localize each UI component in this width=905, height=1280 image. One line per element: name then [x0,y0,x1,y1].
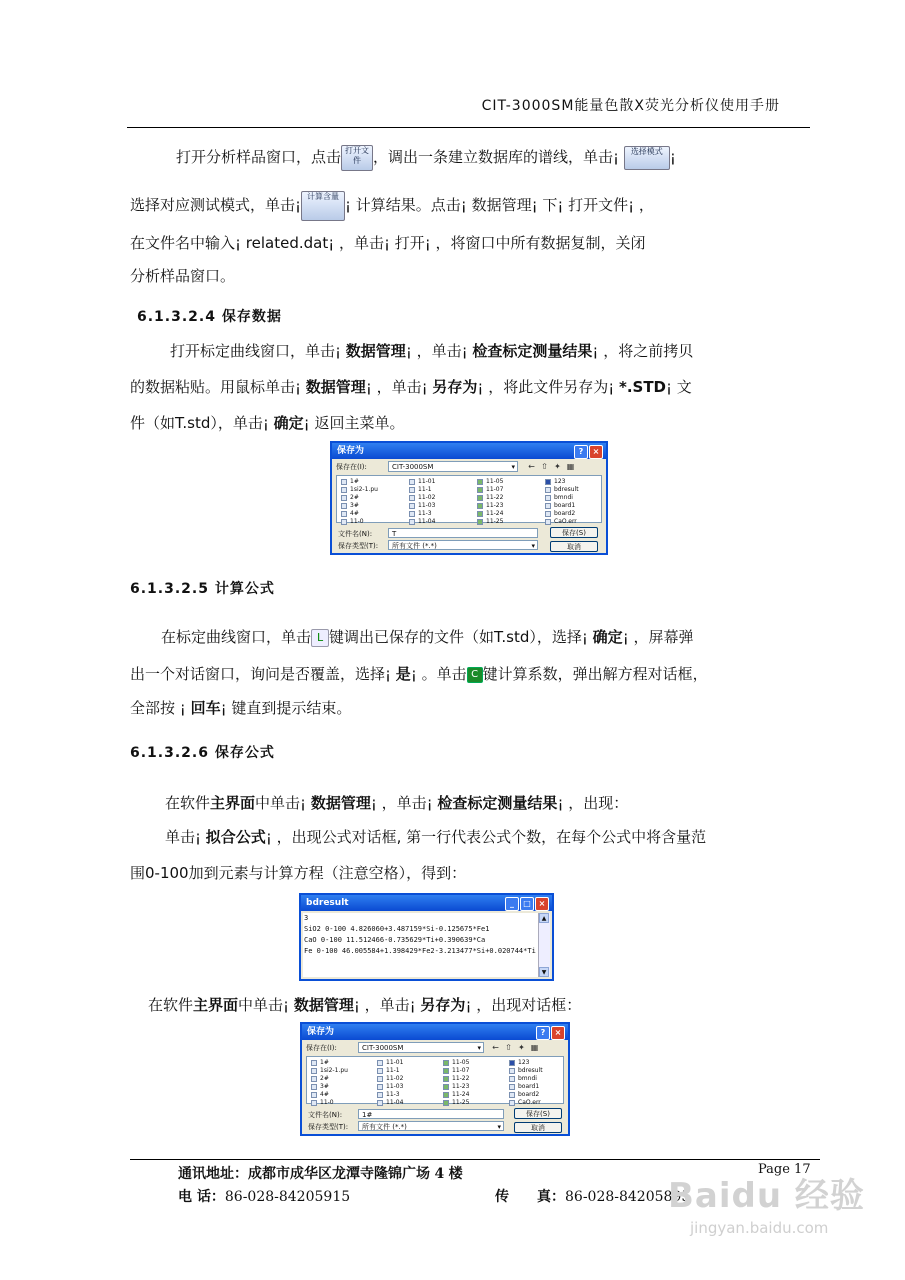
file-icon [477,479,483,485]
file-name: 11-24 [486,510,504,517]
baidu-watermark-url: jingyan.baidu.com [690,1219,829,1237]
file-icon [443,1060,449,1066]
text: 中单击¡ [255,794,311,812]
file-name: 11-02 [418,494,436,501]
filetype-select[interactable] [388,540,538,550]
file-name: 11-03 [418,502,436,509]
text: 确定 [273,414,304,432]
file-column-4 [545,478,579,526]
file-icon [443,1076,449,1082]
text: ¡ ，单击¡ [370,794,438,812]
sec2-line3 [130,693,820,723]
file-name: 11-25 [486,518,504,525]
list-item[interactable] [311,1083,348,1091]
file-name: 3# [350,502,359,509]
sec3-line1 [165,788,825,818]
list-item[interactable] [311,1067,348,1075]
up-folder-icon[interactable]: ⇧ [505,1043,512,1052]
list-item[interactable] [545,494,579,502]
formula-line: Fe 0-100 46.005584+1.398429*Fe2-3.213477*Si+0.020744*Ti [304,947,536,955]
file-name: 11-22 [486,494,504,501]
section-heading-save-formula: 6.1.3.2.6 保存公式 [130,745,275,761]
save-as-dialog [330,441,608,555]
sec2-line2 [130,659,820,689]
list-item[interactable] [443,1067,469,1075]
file-name: 11-1 [386,1067,400,1074]
file-name: 11-3 [386,1091,400,1098]
file-name: 11-04 [386,1099,404,1106]
text: 全部按 ¡ [130,699,191,717]
file-name: 123 [518,1059,530,1066]
text: ¡ 返回主菜单。 [303,414,405,432]
text: 打开标定曲线窗口，单击¡ [170,342,346,360]
text: *.STD [618,378,667,396]
file-name: 2# [350,494,359,501]
text: 在标定曲线窗口，单击 [161,628,312,646]
para1-line3: 在文件名中输入¡ related.dat¡ ，单击¡ 打开¡ ，将窗口中所有数据复制，关闭 [130,234,646,252]
file-name: bdresult [554,486,579,493]
text: 另存为 [432,378,478,396]
file-icon [377,1084,383,1090]
list-item[interactable] [477,510,503,518]
list-item[interactable] [341,510,378,518]
file-icon [409,503,415,509]
text: 出一个对话窗口，询问是否覆盖，选择¡ [130,665,396,683]
file-name: 11-3 [418,510,432,517]
folder-name: CIT-3000SM [392,463,434,471]
file-icon [443,1084,449,1090]
list-item[interactable] [509,1067,543,1075]
file-icon [477,487,483,493]
file-icon [545,519,551,525]
sec2-line1 [161,622,831,652]
text: 单击¡ [165,828,206,846]
save-in-label: 保存在(I): [306,1044,337,1052]
address-number: 4 [434,1166,445,1182]
phone-number: 86-028-84205915 [224,1189,351,1205]
sec3-line3: 围0-100加到元素与计算方程（注意空格），得到： [130,864,467,882]
text: 是 [395,665,411,683]
list-item[interactable] [477,518,503,526]
filename-input[interactable]: 1# [358,1109,504,1119]
text: 数据管理 [305,378,366,396]
list-item[interactable] [341,486,378,494]
new-folder-icon[interactable]: ✦ [518,1043,525,1052]
file-name: bmndi [554,494,573,501]
file-column-1 [311,1059,348,1107]
text: 中单击¡ [238,996,294,1014]
file-icon [377,1100,383,1106]
text: 键计算系数，弹出解方程对话框， [482,665,708,683]
footer-address [178,1163,463,1183]
formula-count: 3 [304,914,309,922]
text: 检查标定测量结果 [437,794,558,812]
close-button[interactable]: × [551,1026,565,1040]
text: ¡ 键直到提示结束。 [220,699,352,717]
text: 选择对应测试模式，单击¡ [130,196,302,214]
chevron-down-icon: ▾ [531,542,535,550]
save-as-dialog-2 [300,1022,570,1136]
file-name: bmndi [518,1075,537,1082]
file-column-4 [509,1059,543,1107]
file-icon [341,519,347,525]
list-item[interactable] [443,1091,469,1099]
text: 打开分析样品窗口，点击 [176,148,342,166]
dialog-title: 保存为 [337,446,365,456]
chevron-down-icon: ▾ [477,1044,481,1052]
file-column-2 [377,1059,403,1107]
sec1-line2 [130,372,820,402]
baidu-watermark-logo: Baidu 经验 [668,1176,865,1216]
sec1-line3 [130,408,820,438]
file-name: CaO.err [518,1099,541,1106]
file-icon [477,495,483,501]
filetype-value: 所有文件 (*.*) [362,1123,407,1131]
text: 主界面 [210,794,256,812]
file-icon [409,495,415,501]
window-title: bdresult [306,898,349,908]
save-button[interactable]: 保存(S) [514,1108,562,1119]
save-in-label: 保存在(I): [336,463,367,471]
calc-content-icon: 计算含量 [301,191,345,221]
list-item[interactable] [341,478,378,486]
text: ¡ [669,148,676,166]
text: ¡ ，单击¡ [353,996,421,1014]
sec1-line1 [170,336,830,366]
list-item[interactable] [443,1099,469,1107]
filename-input[interactable]: T [388,528,538,538]
text: 数据管理 [345,342,406,360]
new-folder-icon[interactable]: ✦ [554,462,561,471]
file-icon [509,1068,515,1074]
fax-number: 86-028-84205895 [565,1189,691,1205]
file-icon [377,1068,383,1074]
list-item[interactable] [409,494,435,502]
calc-coefficient-icon: C [467,667,483,683]
file-icon [477,511,483,517]
header-title: CIT-3000SM能量色散X荧光分析仪使用手册 [481,98,780,114]
file-icon [377,1076,383,1082]
file-icon [341,487,347,493]
chevron-down-icon: ▾ [511,463,515,471]
file-name: 11-23 [452,1083,470,1090]
list-item[interactable] [311,1059,348,1067]
sec3-line2 [165,822,825,852]
list-item[interactable] [341,502,378,510]
file-icon [509,1076,515,1082]
file-name: 11-05 [452,1059,470,1066]
open-file-icon: 打开文件 [341,145,373,171]
file-icon [341,495,347,501]
vertical-scrollbar[interactable] [538,913,550,977]
file-icon [311,1084,317,1090]
list-item[interactable] [377,1099,403,1107]
save-button[interactable]: 保存(S) [550,527,598,538]
text: 拟合公式 [205,828,266,846]
file-name: 1# [350,478,359,485]
list-item[interactable] [477,478,503,486]
file-name: 11-07 [486,486,504,493]
help-button[interactable]: ? [536,1026,550,1040]
file-list[interactable] [306,1056,564,1104]
file-column-3 [477,478,503,526]
list-item[interactable] [509,1059,543,1067]
sec4-line1 [148,990,828,1020]
file-name: 11-22 [452,1075,470,1082]
file-list[interactable] [336,475,602,523]
text: 检查标定测量结果 [472,342,593,360]
cancel-button[interactable]: 取消 [514,1122,562,1133]
list-item[interactable] [377,1067,403,1075]
file-name: 11-04 [418,518,436,525]
file-name: 4# [320,1091,329,1098]
fax-label: 传 [495,1189,509,1205]
footer-divider [130,1159,820,1160]
text: 回车 [190,699,221,717]
text: ¡ ，屏幕弹 [622,628,694,646]
file-name: 11-05 [486,478,504,485]
file-name: CaO.err [554,518,577,525]
file-icon [311,1092,317,1098]
up-folder-icon[interactable]: ⇧ [541,462,548,471]
text: 数据管理 [310,794,371,812]
file-icon [545,487,551,493]
file-name: 1si2-1.pu [350,486,378,493]
file-name: board2 [518,1091,540,1098]
window-titlebar [301,895,552,911]
file-icon [341,503,347,509]
text: 在软件 [165,794,211,812]
maximize-button[interactable]: □ [520,897,534,911]
text: ¡ ，将此文件另存为¡ [477,378,619,396]
list-item[interactable] [409,478,435,486]
scroll-down-icon[interactable]: ▼ [539,967,549,977]
close-button[interactable]: × [589,445,603,459]
text: ¡ 文 [666,378,692,396]
list-item[interactable] [443,1059,469,1067]
file-icon [311,1060,317,1066]
file-name: 4# [350,510,359,517]
save-in-combo[interactable] [388,461,518,472]
filename-label: 文件名(N): [308,1111,343,1119]
file-name: 11-01 [386,1059,404,1066]
file-name: 11-1 [418,486,432,493]
close-button[interactable]: × [535,897,549,911]
text: ¡ 计算结果。点击¡ 数据管理¡ 下¡ 打开文件¡ ， [345,196,654,214]
file-name: 11-0 [350,518,364,525]
file-name: 11-25 [452,1099,470,1106]
list-item[interactable] [443,1083,469,1091]
formula-line: CaO 0-100 11.512466-0.735629*Ti+0.390639*Ca [304,936,486,944]
text: ，调出一条建立数据库的谱线，单击¡ [373,148,620,166]
address-label: 通讯地址： [178,1166,248,1182]
list-item[interactable] [409,518,435,526]
file-icon [509,1084,515,1090]
file-icon [509,1060,515,1066]
filetype-value: 所有文件 (*.*) [392,542,437,550]
file-icon [509,1092,515,1098]
list-item[interactable] [409,510,435,518]
formula-line: SiO2 0-100 4.826060+3.487159*Si-0.125675*Fe1 [304,925,490,933]
file-icon [443,1100,449,1106]
list-item[interactable] [311,1091,348,1099]
text: 在软件 [148,996,194,1014]
file-name: 1si2-1.pu [320,1067,348,1074]
load-file-icon: L [311,629,329,647]
file-icon [409,519,415,525]
file-icon [341,511,347,517]
file-icon [545,495,551,501]
save-in-combo[interactable] [358,1042,484,1053]
list-item[interactable] [509,1099,543,1107]
para1-line1 [176,142,826,172]
file-icon [477,503,483,509]
view-menu-icon[interactable]: ▦ [530,1043,539,1052]
text: ¡ ，出现对话框： [465,996,582,1014]
chevron-down-icon: ▾ [497,1123,501,1131]
list-item[interactable] [311,1075,348,1083]
list-item[interactable] [545,502,579,510]
file-name: board1 [554,502,576,509]
file-icon [443,1092,449,1098]
dialog-titlebar [302,1024,568,1040]
list-item[interactable] [509,1075,543,1083]
file-name: 3# [320,1083,329,1090]
list-item[interactable] [509,1083,543,1091]
file-name: board2 [554,510,576,517]
file-column-1 [341,478,378,526]
back-icon[interactable]: ← [528,462,535,471]
file-name: 11-24 [452,1091,470,1098]
header-divider [127,127,810,128]
list-item[interactable] [443,1075,469,1083]
list-item[interactable] [311,1099,348,1107]
file-icon [477,519,483,525]
file-icon [545,503,551,509]
help-button[interactable]: ? [574,445,588,459]
text: 的数据粘贴。用鼠标单击¡ [130,378,306,396]
text: ¡ ，单击¡ [365,378,433,396]
file-name: 11-23 [486,502,504,509]
phone-label: 电 话： [178,1189,225,1205]
file-name: 11-07 [452,1067,470,1074]
file-column-3 [443,1059,469,1107]
file-icon [341,479,347,485]
page-number: Page 17 [758,1162,811,1177]
list-item[interactable] [409,486,435,494]
fax-label-2: 真： [537,1189,565,1205]
text: ¡ ，将之前拷贝 [592,342,694,360]
file-icon [311,1100,317,1106]
file-icon [409,487,415,493]
address-floor: 楼 [448,1166,463,1182]
minimize-button[interactable]: _ [505,897,519,911]
file-name: 123 [554,478,566,485]
cancel-button[interactable]: 取消 [550,541,598,552]
file-icon [311,1076,317,1082]
view-menu-icon[interactable]: ▦ [566,462,575,471]
filename-label: 文件名(N): [338,530,373,538]
section-heading-calc-formula: 6.1.3.2.5 计算公式 [130,581,275,597]
list-item[interactable] [341,518,378,526]
dialog-title: 保存为 [307,1027,335,1037]
filetype-label: 保存类型(T): [308,1123,349,1131]
file-name: 11-0 [320,1099,334,1106]
file-column-2 [409,478,435,526]
text: ¡ ，出现： [557,794,629,812]
para1-line2 [130,190,820,221]
list-item[interactable] [377,1083,403,1091]
select-mode-icon: 选择模式 [624,146,670,170]
para1-line4: 分析样品窗口。 [130,267,236,285]
bdresult-window [299,893,554,981]
file-icon [409,479,415,485]
list-item[interactable] [377,1059,403,1067]
file-name: 2# [320,1075,329,1082]
file-name: 1# [320,1059,329,1066]
list-item[interactable] [545,510,579,518]
footer-fax [495,1186,690,1206]
list-item[interactable] [377,1091,403,1099]
list-item[interactable] [341,494,378,502]
dialog-titlebar [332,443,606,459]
section-heading-save-data: 6.1.3.2.4 保存数据 [137,309,282,325]
list-item[interactable] [545,478,579,486]
text: 确定 [592,628,623,646]
text: 另存为 [420,996,466,1014]
file-icon [545,479,551,485]
list-item[interactable] [477,502,503,510]
file-name: board1 [518,1083,540,1090]
address-text: 成都市成华区龙潭寺隆锦广场 [248,1166,430,1182]
list-item[interactable] [409,502,435,510]
list-item[interactable] [509,1091,543,1099]
file-name: 11-01 [418,478,436,485]
text: 主界面 [193,996,239,1014]
file-icon [377,1060,383,1066]
file-icon [545,511,551,517]
file-icon [377,1092,383,1098]
list-item[interactable] [545,518,579,526]
file-icon [509,1100,515,1106]
text: 键调出已保存的文件（如T.std），选择¡ [329,628,593,646]
file-icon [443,1068,449,1074]
file-name: bdresult [518,1067,543,1074]
file-icon [311,1068,317,1074]
text: 数据管理 [293,996,354,1014]
file-name: 11-02 [386,1075,404,1082]
list-item[interactable] [477,494,503,502]
text: ¡ 。单击 [410,665,467,683]
filetype-select[interactable] [358,1121,504,1131]
filetype-label: 保存类型(T): [338,542,379,550]
footer-phone [178,1186,350,1206]
scroll-up-icon[interactable]: ▲ [539,913,549,923]
file-name: 11-03 [386,1083,404,1090]
text: ¡ ，单击¡ [405,342,473,360]
list-item[interactable] [545,486,579,494]
folder-name: CIT-3000SM [362,1044,404,1052]
text: 件（如T.std），单击¡ [130,414,274,432]
text: ¡ ，出现公式对话框, 第一行代表公式个数，在每个公式中将含量范 [265,828,707,846]
back-icon[interactable]: ← [492,1043,499,1052]
file-icon [409,511,415,517]
formula-text-area[interactable] [303,913,538,977]
list-item[interactable] [377,1075,403,1083]
list-item[interactable] [477,486,503,494]
